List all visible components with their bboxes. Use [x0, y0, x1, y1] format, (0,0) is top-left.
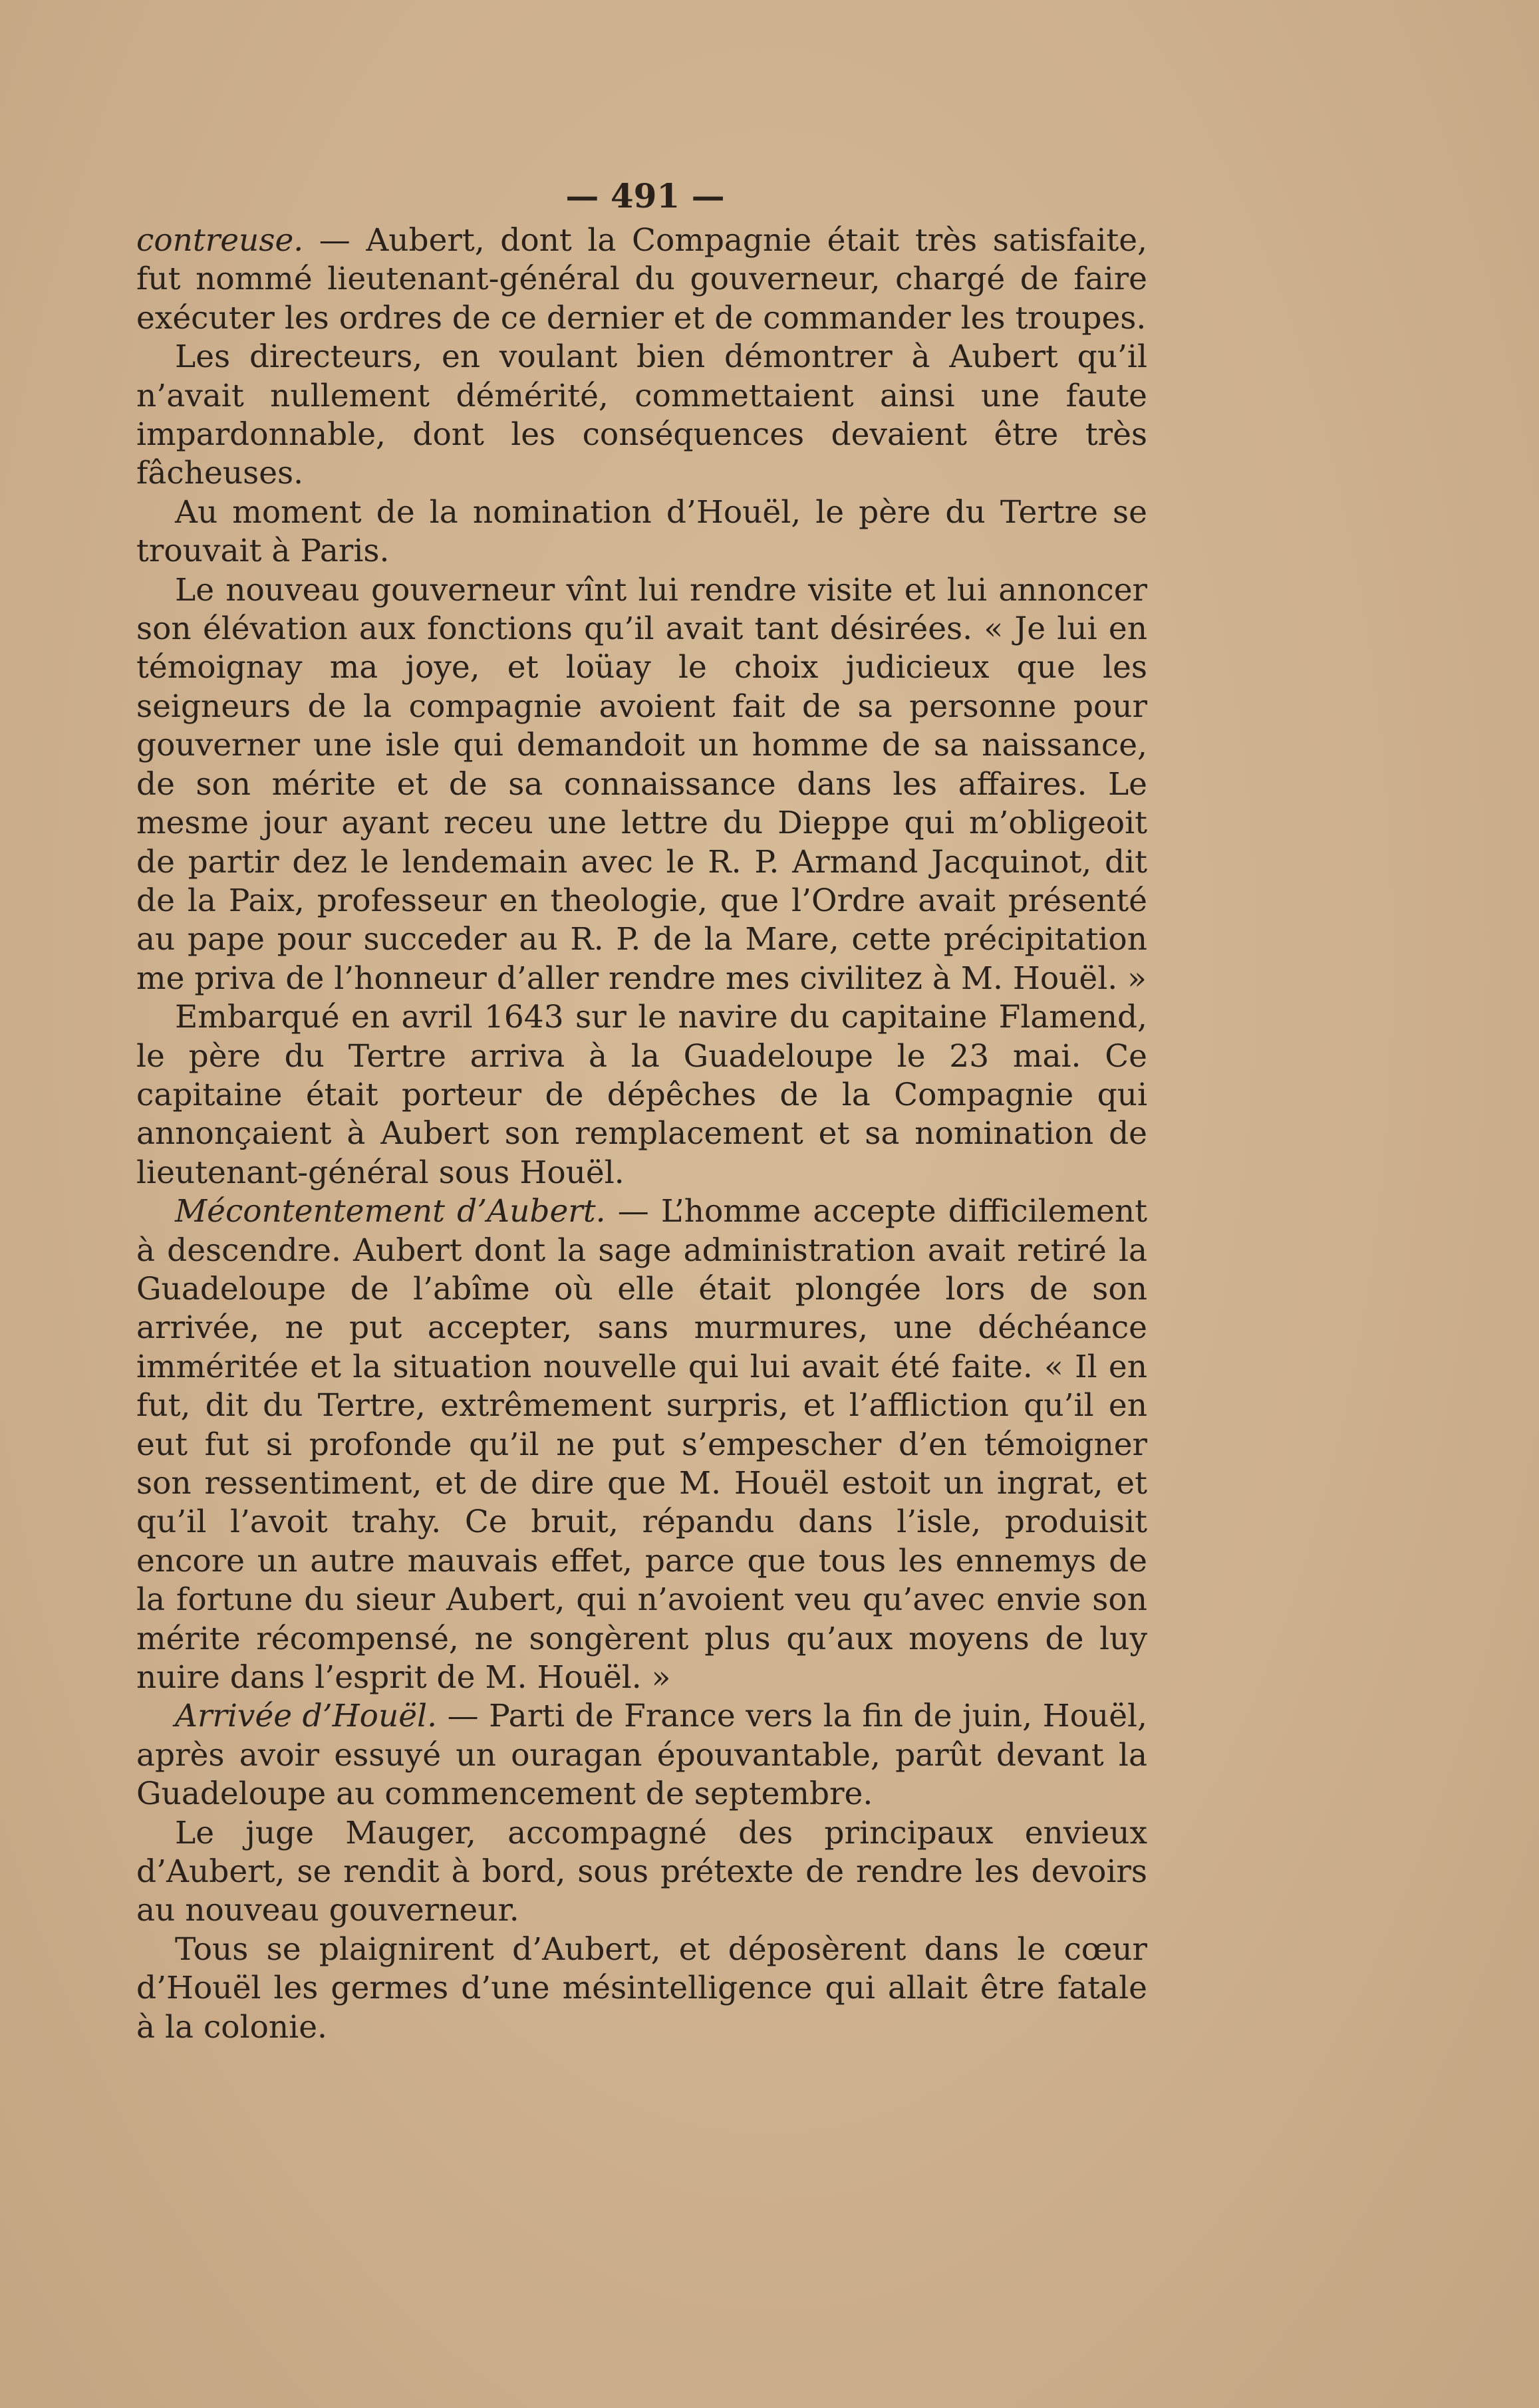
paragraph-2 [136, 338, 1147, 493]
paragraph-3 [136, 493, 1147, 571]
paragraph-6-text: — L’homme accepte difficilement à descendre. Aubert dont la sage administration avait retiré la Guadeloupe de l’abîme où elle était plongée lors de son arrivée, ne put accepter, sans murmures, une déchéance imméritée et la situation nouvelle qui lui avait été faite. « Il en fut, dit du Tertre, extrêmement surpris, et l’affliction qu’il en eut fut si profonde qu’il ne put s’empescher d’en témoigner son ressentiment, et de dire que M. Houël estoit un ingrat, et qu’il l’avoit trahy. Ce bruit, répandu dans l’isle, produisit encore un autre mauvais effet, parce que tous les ennemys de la fortune du sieur Aubert, qui n’avoient veu qu’avec envie son mérite récompensé, ne songèrent plus qu’aux moyens de luy nuire dans l’esprit de M. Houël. » [136, 1193, 1147, 1696]
paragraph-5-text: Embarqué en avril 1643 sur le navire du capitaine Flamend, le père du Tertre arriva à la Guadeloupe le 23 mai. Ce capitaine était porteur de dépêches de la Compagnie qui annonçaient à Aubert son remplacement et sa nomination de lieutenant-général sous Houël. [136, 999, 1147, 1191]
paragraph-7-text: — Parti de France vers la fin de juin, Houël, après avoir essuyé un ouragan épouvantable, parût devant la Guadeloupe au commencement de septembre. [136, 1698, 1147, 1813]
paragraph-7-lead: Arrivée d’Houël. [175, 1698, 438, 1735]
paragraph-9-text: Tous se plaignirent d’Aubert, et déposèrent dans le cœur d’Houël les germes d’une mésintelligence qui allait être fatale à la colonie. [136, 1931, 1147, 2046]
page-number: — 491 — [565, 176, 725, 215]
paragraph-5 [136, 998, 1147, 1192]
paragraph-4 [136, 571, 1147, 998]
paragraph-8 [136, 1814, 1147, 1931]
paragraph-6 [136, 1192, 1147, 1697]
paragraph-1 [136, 221, 1147, 338]
book-page [136, 176, 1147, 2047]
paragraph-3-text: Au moment de la nomination d’Houël, le père du Tertre se trouvait à Paris. [136, 493, 1147, 570]
paragraph-7 [136, 1697, 1147, 1813]
paragraph-2-text: Les directeurs, en voulant bien démontrer à Aubert qu’il n’avait nullement démérité, commettaient ainsi une faute impardonnable, dont les conséquences devaient être très fâcheuses. [136, 338, 1147, 492]
paragraph-8-text: Le juge Mauger, accompagné des principaux envieux d’Aubert, se rendit à bord, sous prétexte de rendre les devoirs au nouveau gouverneur. [136, 1814, 1147, 1929]
paragraph-6-lead: Mécontentement d’Aubert. [175, 1193, 606, 1230]
paragraph-1-text: — Aubert, dont la Compagnie était très satisfaite, fut nommé lieutenant-général du gouverneur, chargé de faire exécuter les ordres de ce dernier et de commander les troupes. [136, 222, 1147, 336]
paragraph-1-lead: contreuse. [136, 222, 304, 259]
paragraph-4-text: Le nouveau gouverneur vînt lui rendre visite et lui annoncer son élévation aux fonctions qu’il avait tant désirées. « Je lui en témoignay ma joye, et loüay le choix judicieux que les seigneurs de la compagnie avoient fait de sa personne pour gouverner une isle qui demandoit un homme de sa naissance, de son mérite et de sa connaissance dans les affaires. Le mesme jour ayant receu une lettre du Dieppe qui m’obligeoit de partir dez le lendemain avec le R. P. Armand Jacquinot, dit de la Paix, professeur en theologie, que l’Ordre avait présenté au pape pour succeder au R. P. de la Mare, cette précipitation me priva de l’honneur d’aller rendre mes civilitez à M. Houël. » [136, 571, 1147, 997]
paragraph-9 [136, 1931, 1147, 2047]
